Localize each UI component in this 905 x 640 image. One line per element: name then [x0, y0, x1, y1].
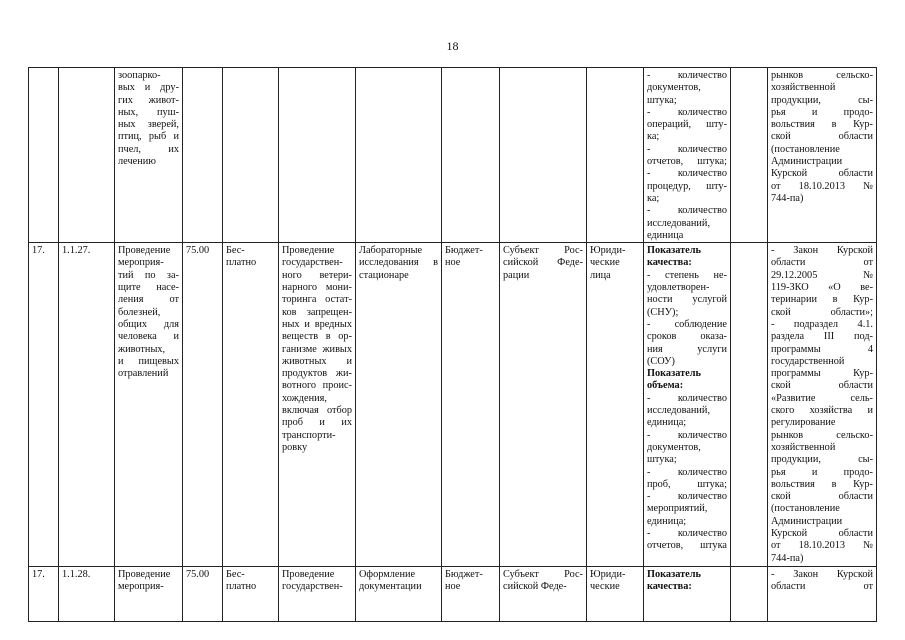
- text-line: хождения,: [282, 392, 327, 404]
- text-line: единица;: [647, 515, 687, 527]
- services-table: [28, 67, 877, 622]
- text-line: отчетов, штука: [647, 540, 727, 552]
- text-line: Проведение: [118, 569, 171, 581]
- level-cell: Субъект Рос- сийской Феде- рации: [500, 243, 587, 567]
- text-line: отчетов, штука;: [647, 156, 727, 168]
- text-line: регулирование: [771, 417, 836, 429]
- text-line: рынков сельско-: [771, 70, 873, 81]
- text-line: Администрации: [771, 156, 843, 168]
- text-line: 744-па): [771, 192, 804, 204]
- text-line: щите насе-: [118, 282, 179, 294]
- text-line: ности услугой: [647, 294, 727, 306]
- service-name-cell: [115, 243, 183, 567]
- text-line: ка;: [647, 192, 660, 204]
- legal-basis-cell: [768, 243, 877, 567]
- text-line: ского хозяйства и: [771, 405, 873, 417]
- text-line: единица;: [647, 417, 687, 429]
- text-line: ков запрещен-: [282, 306, 352, 318]
- text-line: животных и: [282, 355, 352, 367]
- text-line: ных зверей,: [118, 119, 179, 131]
- text-line: продуктов жи-: [282, 368, 352, 380]
- text-line: документов,: [647, 82, 701, 94]
- text-line: вотного проис-: [282, 380, 352, 392]
- text-line: включая отбор: [282, 405, 352, 417]
- text-line: Проведение: [118, 245, 171, 257]
- text-line: документов,: [647, 441, 701, 453]
- form-cell: Лабораторные исследования в стационаре: [356, 243, 442, 567]
- text-line: 744-па): [771, 552, 804, 564]
- text-line: нарного мони-: [282, 282, 352, 294]
- text-line: (СНУ);: [647, 306, 679, 318]
- form-cell: [356, 68, 442, 243]
- text-line: - степень не-: [647, 269, 727, 281]
- text-line: Администрации: [771, 515, 843, 527]
- text-line: области от: [771, 257, 873, 269]
- text-line: животных,: [118, 343, 166, 355]
- text-line: (СОУ): [647, 355, 675, 367]
- text-line: процедур, шту-: [647, 180, 727, 192]
- text-line: вольствия в Кур-: [771, 119, 873, 131]
- cost-cell: 75.00: [183, 567, 223, 622]
- text-line: рья и продо-: [771, 106, 873, 118]
- row-number-cell: 17.: [29, 567, 59, 622]
- text-line: Показатель: [647, 368, 701, 380]
- text-line: птиц, рыб и: [118, 131, 179, 143]
- service-type-cell: Бюджет- ное: [442, 243, 500, 567]
- text-line: государственной: [771, 355, 845, 367]
- text-line: ного ветери-: [282, 269, 352, 281]
- row-number-cell: [29, 68, 59, 243]
- text-line: проб, штука;: [647, 478, 727, 490]
- text-line: (постановление: [771, 143, 840, 155]
- text-line: человека и: [118, 331, 179, 343]
- text-line: - количество: [647, 143, 727, 155]
- text-line: продукции, сы-: [771, 454, 873, 466]
- text-line: ганизме живых: [282, 343, 352, 355]
- text-line: транспорти-: [282, 429, 336, 441]
- text-line: зоопарко-: [118, 70, 161, 81]
- text-line: государствен-: [282, 257, 343, 269]
- text-line: рья и продо-: [771, 466, 873, 478]
- text-line: мероприя-: [118, 581, 164, 593]
- text-line: сроков оказа-: [647, 331, 727, 343]
- text-line: ных, пуш-: [118, 106, 179, 118]
- table-row: [29, 567, 877, 622]
- text-line: хозяйственной: [771, 82, 836, 94]
- text-line: - Закон Курской: [771, 569, 873, 581]
- level-cell: [500, 68, 587, 243]
- text-line: болезней,: [118, 306, 161, 318]
- text-line: - количество: [647, 168, 727, 180]
- text-line: Проведение: [282, 245, 335, 257]
- text-line: качества:: [647, 581, 692, 593]
- level-cell: Субъект Рос- сийской Феде-: [500, 567, 587, 622]
- text-line: единица: [647, 229, 684, 241]
- text-line: Курской области: [771, 168, 873, 180]
- page-number: 18: [446, 39, 459, 53]
- cost-cell: 75.00: [183, 243, 223, 567]
- text-line: хозяйственной: [771, 441, 836, 453]
- text-line: Курской области: [771, 527, 873, 539]
- service-name-cell: [115, 567, 183, 622]
- text-line: 119-ЗКО «О ве-: [771, 282, 873, 294]
- text-line: штука;: [647, 454, 677, 466]
- text-line: удовлетворен-: [647, 282, 710, 294]
- payment-cell: [223, 68, 279, 243]
- text-line: ных и вредных: [282, 318, 352, 330]
- text-line: качества:: [647, 257, 692, 269]
- text-line: - количество: [647, 466, 727, 478]
- text-line: 29.12.2005 №: [771, 269, 873, 281]
- text-line: продукции, сы-: [771, 94, 873, 106]
- text-line: - количество: [647, 205, 727, 217]
- cost-cell: [183, 68, 223, 243]
- service-code-cell: 1.1.28.: [59, 567, 115, 622]
- text-line: ской области: [771, 380, 873, 392]
- service-content-cell: [279, 567, 356, 622]
- text-line: (постановление: [771, 503, 840, 515]
- text-line: - соблюдение: [647, 318, 727, 330]
- text-line: Проведение: [282, 569, 335, 581]
- text-line: тий по за-: [118, 269, 179, 281]
- text-line: - количество: [647, 527, 727, 539]
- row-number-cell: 17.: [29, 243, 59, 567]
- consumer-category-cell: Юриди- ческие лица: [587, 243, 644, 567]
- text-line: ния услуги: [647, 343, 727, 355]
- service-content-cell: [279, 68, 356, 243]
- note-cell: [731, 68, 768, 243]
- text-line: и пищевых: [118, 355, 179, 367]
- service-content-cell: [279, 243, 356, 567]
- text-line: раздела III под-: [771, 331, 873, 343]
- table-row: [29, 68, 877, 243]
- text-line: от 18.10.2013 №: [771, 540, 873, 552]
- text-line: государствен-: [282, 581, 343, 593]
- payment-cell: Бес- платно: [223, 567, 279, 622]
- text-line: отравлений: [118, 368, 169, 380]
- text-line: ровку: [282, 441, 308, 453]
- text-line: ской области»;: [771, 306, 873, 318]
- text-line: от 18.10.2013 №: [771, 180, 873, 192]
- text-line: Показатель: [647, 569, 701, 581]
- text-line: - количество: [647, 429, 727, 441]
- text-line: лечению: [118, 156, 156, 168]
- text-line: - количество: [647, 491, 727, 503]
- payment-cell: Бес- платно: [223, 243, 279, 567]
- text-line: программы Кур-: [771, 368, 873, 380]
- text-line: исследований,: [647, 405, 711, 417]
- text-line: ской области: [771, 131, 873, 143]
- consumer-category-cell: [587, 68, 644, 243]
- text-line: теринарии в Кур-: [771, 294, 873, 306]
- text-line: ления от: [118, 294, 179, 306]
- text-line: операций, шту-: [647, 119, 727, 131]
- service-name-cell: [115, 68, 183, 243]
- note-cell: [731, 567, 768, 622]
- service-type-cell: [442, 68, 500, 243]
- text-line: - количество: [647, 106, 727, 118]
- text-line: - количество: [647, 392, 727, 404]
- text-line: веществ в ор-: [282, 331, 352, 343]
- text-line: мероприятий,: [647, 503, 708, 515]
- note-cell: [731, 243, 768, 567]
- service-code-cell: [59, 68, 115, 243]
- form-cell: Оформление документации: [356, 567, 442, 622]
- service-code-cell: 1.1.27.: [59, 243, 115, 567]
- text-line: - количество: [647, 70, 727, 81]
- text-line: «Развитие сель-: [771, 392, 873, 404]
- service-type-cell: Бюджет- ное: [442, 567, 500, 622]
- text-line: области от: [771, 581, 873, 593]
- legal-basis-cell: [768, 68, 877, 243]
- text-line: вольствия в Кур-: [771, 478, 873, 490]
- table-row: [29, 243, 877, 567]
- text-line: - Закон Курской: [771, 245, 873, 257]
- text-line: пчел, их: [118, 143, 179, 155]
- indicators-cell: [644, 68, 731, 243]
- text-line: мероприя-: [118, 257, 164, 269]
- text-line: рынков сельско-: [771, 429, 873, 441]
- text-line: штука;: [647, 94, 677, 106]
- text-line: торинга остат-: [282, 294, 352, 306]
- text-line: - подраздел 4.1.: [771, 318, 873, 330]
- text-line: программы 4: [771, 343, 873, 355]
- text-line: вых и дру-: [118, 82, 179, 94]
- consumer-category-cell: Юриди- ческие: [587, 567, 644, 622]
- text-line: Показатель: [647, 245, 701, 257]
- text-line: проб и их: [282, 417, 352, 429]
- text-line: гих живот-: [118, 94, 179, 106]
- indicators-cell: [644, 567, 731, 622]
- text-line: ской области: [771, 491, 873, 503]
- text-line: общих для: [118, 318, 179, 330]
- text-line: объема:: [647, 380, 684, 392]
- text-line: ка;: [647, 131, 660, 143]
- legal-basis-cell: [768, 567, 877, 622]
- text-line: исследований,: [647, 217, 711, 229]
- indicators-cell: [644, 243, 731, 567]
